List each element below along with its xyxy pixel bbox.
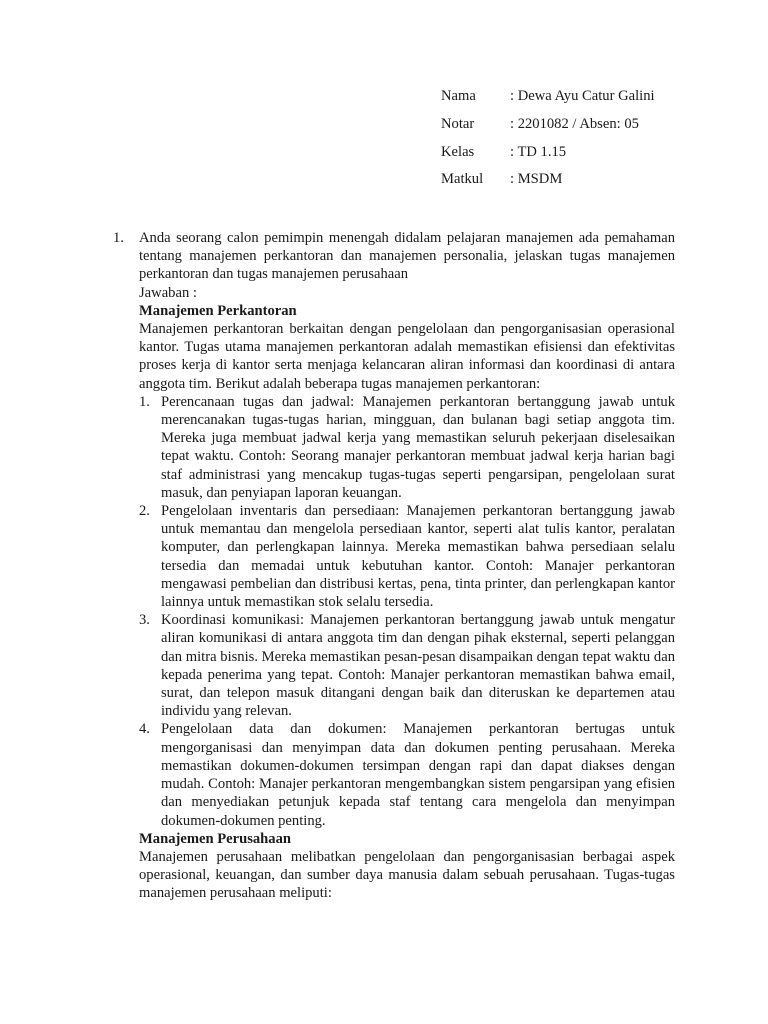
list-item-number: 1.: [139, 393, 150, 410]
section-heading-perusahaan: Manajemen Perusahaan: [139, 830, 292, 847]
section-intro-perusahaan: Manajemen perusahaan melibatkan pengelolaan dan pengorganisasian berbagai aspek operasional, keuangan, dan sumber daya manusia dalam sebuah perusahaan. Tugas-tugas manajemen perusahaan meliputi:: [139, 848, 675, 902]
identity-value: : TD 1.15: [510, 143, 567, 160]
list-item-number: 2.: [139, 503, 150, 520]
identity-row-matkul: [441, 170, 741, 198]
identity-value: : MSDM: [510, 171, 563, 188]
identity-row-notar: [441, 115, 741, 143]
identity-label: Matkul: [441, 171, 484, 188]
list-item: [139, 502, 675, 611]
identity-label: Notar: [441, 115, 475, 132]
list-item-text: Koordinasi komunikasi: Manajemen perkantoran bertanggung jawab untuk mengatur aliran komunikasi di antara anggota tim dan dengan pihak eksternal, seperti pelanggan dan mitra bisnis. Mereka memastikan pesan-pesan disampaikan dengan tepat waktu dan kepada penerima yang tepat. Contoh: Manajer perkantoran memastikan bahwa email, surat, dan telepon masuk ditangani dengan baik dan diteruskan ke departemen atau individu yang relevan.: [161, 612, 675, 720]
list-item-text: Pengelolaan inventaris dan persediaan: Manajemen perkantoran bertanggung jawab untuk memantau dan mengelola persediaan kantor, seperti alat tulis kantor, peralatan komputer, dan perlengkapan lainnya. Mereka memastikan bahwa persediaan selalu tersedia dan memadai untuk kebutuhan kantor. Contoh: Manajer perkantoran mengawasi pembelian dan distribusi kertas, pena, tinta printer, dan perlengkapan kantor lainnya untuk memastikan stok selalu tersedia.: [161, 503, 675, 611]
identity-row-kelas: [441, 143, 741, 171]
identity-value: : Dewa Ayu Catur Galini: [510, 88, 655, 104]
identity-label: Kelas: [441, 143, 475, 160]
identity-label: Nama: [441, 88, 476, 104]
question-number: 1.: [113, 230, 124, 246]
list-item-number: 3.: [139, 612, 150, 629]
list-item-text: Perencanaan tugas dan jadwal: Manajemen perkantoran bertanggung jawab untuk merencanakan tugas-tugas harian, mingguan, dan bulanan bagi setiap anggota tim. Mereka juga membuat jadwal kerja yang memastikan seluruh pekerjaan diselesaikan tepat waktu. Contoh: Seorang manajer perkantoran membuat jadwal kerja harian bagi staf administrasi yang mencakup tugas-tugas seperti pengarsipan, pengelolaan surat masuk, dan penyiapan laporan keuangan.: [161, 393, 675, 501]
question-body: [139, 229, 675, 903]
task-list-perkantoran: [139, 393, 675, 830]
identity-value: : 2201082 / Absen: 05: [510, 115, 639, 132]
identity-block: [441, 87, 741, 198]
section-heading-perkantoran: Manajemen Perkantoran: [139, 302, 297, 319]
question-text: Anda seorang calon pemimpin menengah didalam pelajaran manajemen ada pemahaman tentang manajemen perkantoran dan manajemen personalia, jelaskan tugas manajemen perkantoran dan tugas manajemen perusahaan: [139, 230, 675, 283]
list-item: [139, 720, 675, 829]
list-item: [139, 393, 675, 502]
identity-row-nama: [441, 87, 741, 115]
section-intro-perkantoran: Manajemen perkantoran berkaitan dengan pengelolaan dan pengorganisasian operasional kantor. Tugas utama manajemen perkantoran adalah memastikan efisiensi dan efektivitas proses kerja di kantor serta menjaga kelancaran aliran informasi dan koordinasi di antara anggota tim. Berikut adalah beberapa tugas manajemen perkantoran:: [139, 321, 675, 392]
list-item-text: Pengelolaan data dan dokumen: Manajemen perkantoran bertugas untuk mengorganisasi dan menyimpan data dan dokumen penting perusahaan. Mereka memastikan dokumen-dokumen tersimpan dengan rapi dan dapat diakses dengan mudah. Contoh: Manajer perkantoran mengembangkan sistem pengarsipan yang efisien dan menyediakan petunjuk kepada staf tentang cara mengelola dan menyimpan dokumen-dokumen penting.: [161, 721, 675, 829]
answer-label: Jawaban :: [139, 284, 197, 301]
list-item-number: 4.: [139, 721, 150, 738]
list-item: [139, 611, 675, 720]
